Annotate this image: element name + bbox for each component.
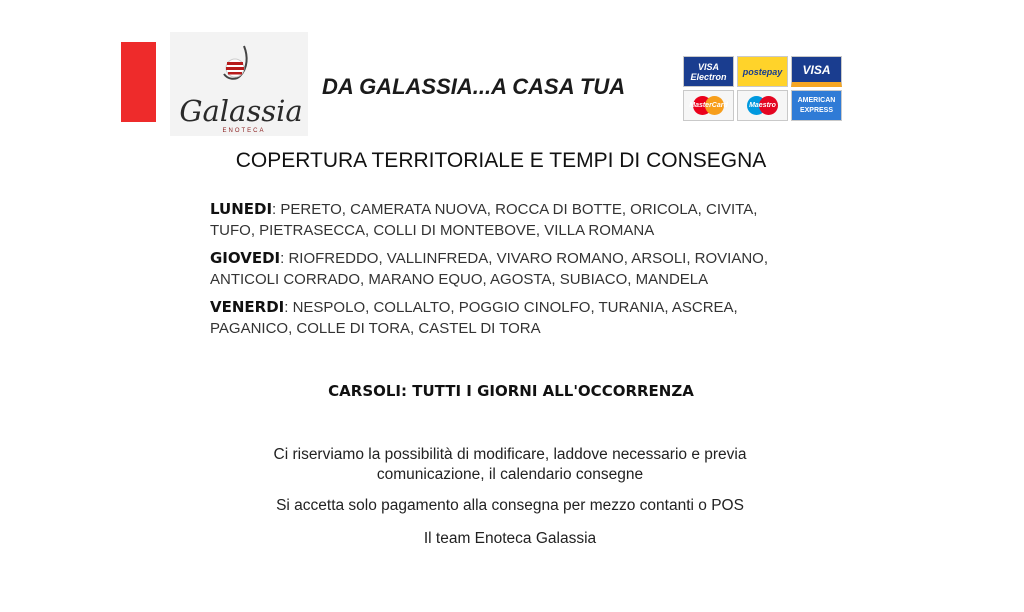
zone-friday: [210, 297, 795, 339]
signature: Il team Enoteca Galassia: [423, 530, 597, 547]
slogan: DA GALASSIA...A CASA TUA: [322, 74, 626, 99]
zone-monday: [210, 199, 795, 241]
logo-subtitle: ENOTECA: [222, 128, 266, 134]
zone-day: GIOVEDI: [210, 249, 281, 267]
postepay-icon: postepay: [737, 56, 788, 87]
american-express-icon: AMERICAN EXPRESS: [791, 90, 842, 121]
zone-day: LUNEDI: [210, 200, 273, 218]
zone-places: : RIOFREDDO, VALLINFREDA, VIVARO ROMANO, ARSOLI, ROVIANO, ANTICOLI CORRADO, MARANO EQUO, AGOSTA, SUBIACO, MANDELA: [210, 250, 769, 288]
zone-thursday: [210, 248, 795, 290]
reserve-note: [0, 445, 1020, 485]
maestro-icon: Maestro: [737, 90, 788, 121]
delivery-zones: [210, 199, 795, 346]
visa-electron-icon: VISA Electron: [683, 56, 734, 87]
zone-day: VENERDI: [210, 298, 285, 316]
galassia-logo: [170, 32, 308, 136]
mastercard-icon: MasterCard: [683, 90, 734, 121]
zone-places: : NESPOLO, COLLALTO, POGGIO CINOLFO, TURANIA, ASCREA, PAGANICO, COLLE DI TORA, CASTEL DI TORA: [210, 299, 738, 337]
page-title: COPERTURA TERRITORIALE E TEMPI DI CONSEGNA: [235, 149, 767, 172]
payment-cards: [683, 56, 843, 121]
reserve-text: Ci riserviamo la possibilità di modificare, laddove necessario e previa comunicazione, il calendario consegne: [273, 446, 747, 483]
red-accent-bar: [121, 42, 156, 122]
logo-name: Galassia: [179, 94, 303, 128]
payment-note: Si accetta solo pagamento alla consegna per mezzo contanti o POS: [276, 497, 744, 514]
carsoli-notice: CARSOLI: TUTTI I GIORNI ALL'OCCORRENZA: [328, 382, 694, 400]
wine-glass-icon: [218, 42, 258, 90]
zone-places: : PERETO, CAMERATA NUOVA, ROCCA DI BOTTE, ORICOLA, CIVITA, TUFO, PIETRASECCA, COLLI DI MONTEBOVE, VILLA ROMANA: [210, 201, 758, 239]
visa-icon: VISA: [791, 56, 842, 87]
